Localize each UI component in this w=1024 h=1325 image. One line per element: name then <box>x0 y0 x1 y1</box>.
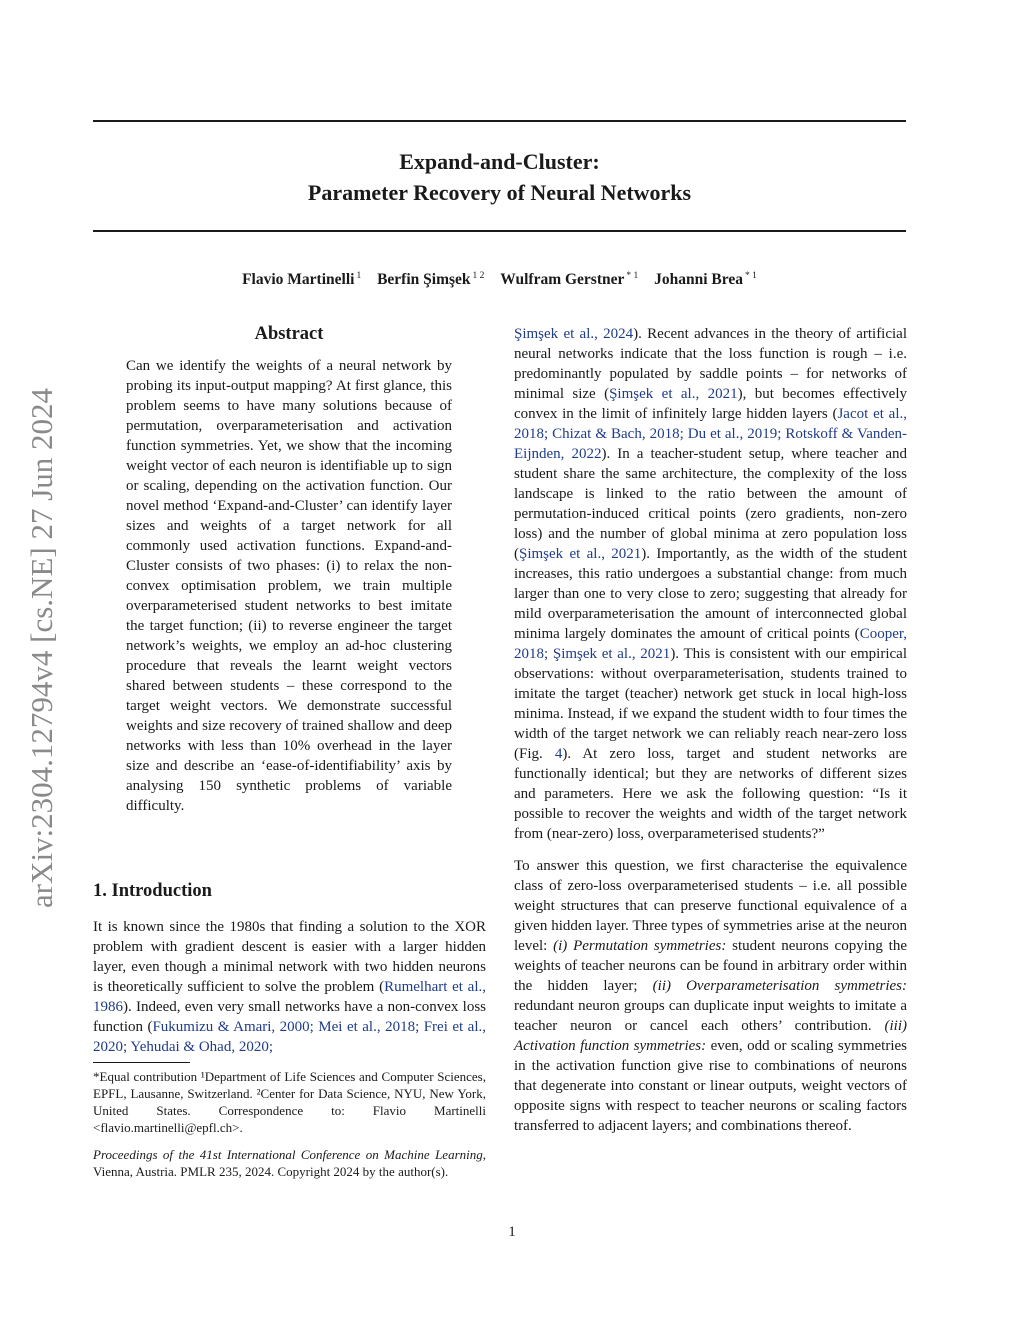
title-line-2: Parameter Recovery of Neural Networks <box>307 180 692 205</box>
author <box>500 271 638 288</box>
proceedings-note <box>93 1146 486 1180</box>
citation-link[interactable]: Şimşek et al., 2021 <box>609 386 738 402</box>
abstract-section <box>126 322 452 816</box>
author-name: Flavio Martinelli <box>242 271 355 289</box>
title-line-1: Expand-and-Cluster: <box>399 149 600 174</box>
author <box>377 271 484 288</box>
text-run: To answer this question, we first characterise the equivalence class of zero-loss overparameterised students – i.e. all possible weight structures that can preserve functional equivalence of a given hidden layer. Three types of symmetries arise at the neuron level: <box>514 858 907 954</box>
body-paragraph <box>514 324 907 844</box>
title-rule-top <box>93 120 906 122</box>
author-affiliation-marks: 1 2 <box>472 271 485 281</box>
right-column <box>514 324 907 1148</box>
footnote-section <box>93 1062 486 1180</box>
affiliation-footnote: *Equal contribution ¹Department of Life Sciences and Computer Sciences, EPFL, Lausanne, Switzerland. ²Center for Data Science, NYU, New York, United States. Correspondence to: Flavio Martinelli <flavio.martinelli@epfl.ch>. <box>93 1069 486 1135</box>
proceedings-venue: Proceedings of the 41st International Conference on Machine Learning <box>93 1147 483 1162</box>
author-affiliation-marks: * 1 <box>745 271 757 281</box>
citation-link[interactable]: 4 <box>554 746 563 762</box>
title-rule-bottom <box>93 230 906 232</box>
author-affiliation-marks: 1 <box>356 271 362 281</box>
citation-link[interactable]: Rumelhart et al., 1986 <box>93 979 487 1015</box>
author <box>242 271 361 288</box>
text-run: ). Importantly, as the width of the student increases, this ratio undergoes a substantial change: from much larger than one to very close to zero; suggesting that already for mild overparameterisation the amount of interconnected global minima largely dominates the amount of critical points ( <box>514 546 907 642</box>
citation-link[interactable]: Şimşek et al., 2021 <box>519 546 642 562</box>
author-list <box>93 266 906 290</box>
text-run: ). Recent advances in the theory of artificial neural networks indicate that the loss function is rough – i.e. predominantly populated by saddle points – for networks of minimal size ( <box>514 326 908 402</box>
author <box>654 271 757 288</box>
italic-term: (i) Permutation symmetries: <box>553 938 727 954</box>
citation-link[interactable]: Fukumizu & Amari, 2000; Mei et al., 2018; Frei et al., 2020; Yehudai & Ohad, 2020; <box>93 1019 486 1055</box>
introduction-paragraph <box>93 917 486 1057</box>
paper-title <box>93 146 906 208</box>
text-run: redundant neuron groups can duplicate input weights to imitate a teacher neuron or cancel each others’ contribution. <box>514 998 907 1034</box>
author-name: Wulfram Gerstner <box>500 271 625 289</box>
text-run: ). Indeed, even very small networks have a non-convex loss function ( <box>93 999 486 1035</box>
footnote-rule <box>93 1062 190 1063</box>
author-name: Berfin Şimşek <box>377 271 471 289</box>
page-number: 1 <box>508 1224 516 1240</box>
text-run: ). At zero loss, target and student networks are functionally identical; but they are networks of different sizes and parameters. Here we ask the following question: “Is it possible to recover the weights and width of the target network from (near-zero) loss, overparameterised students?” <box>514 746 907 842</box>
text-run: even, odd or scaling symmetries in the activation function give rise to combinations of neurons that degenerate into constant or linear outputs, weight vectors of opposite signs with respect to teacher neurons or scaling factors transferred to adjacent layers; and combinations thereof. <box>514 1038 907 1134</box>
author-affiliation-marks: * 1 <box>626 271 639 281</box>
citation-link[interactable]: Cooper, 2018; Şimşek et al., 2021 <box>514 626 907 662</box>
proceedings-details: , Vienna, Austria. PMLR 235, 2024. Copyright 2024 by the author(s). <box>93 1147 486 1179</box>
text-run: student neurons copying the weights of teacher neurons can be found in arbitrary order within the hidden layer; <box>514 938 907 994</box>
introduction-heading: 1. Introduction <box>93 881 212 901</box>
text-run: ). In a teacher-student setup, where teacher and student share the same architecture, the complexity of the loss landscape is linked to the ratio between the amount of permutation-induced critical points (zero gradients, non-zero loss) and the number of global minima at zero population loss ( <box>514 446 907 562</box>
text-run: It is known since the 1980s that finding a solution to the XOR problem with gradient descent is easier with a larger hidden layer, even though a minimal network with two hidden neurons is theoretically sufficient to solve the problem ( <box>93 919 486 995</box>
body-paragraph <box>514 856 907 1136</box>
citation-link[interactable]: Jacot et al., 2018; Chizat & Bach, 2018; Du et al., 2019; Rotskoff & Vanden-Eijnden, 2022 <box>514 406 907 462</box>
italic-term: (iii) Activation function symmetries: <box>514 1018 907 1054</box>
abstract-text: Can we identify the weights of a neural network by probing its input-output mapping? At first glance, this problem seems to have many solutions because of permutation, overparameterisation and activation function symmetries. Yet, we show that the incoming weight vector of each neuron is identifiable up to sign or scaling, depending on the activation function. Our novel method ‘Expand-and-Cluster’ can identify layer sizes and weights of a target network for all commonly used activation functions. Expand-and-Cluster consists of two phases: (i) to relax the non-convex optimisation problem, we train multiple overparameterised student networks to best imitate the target function; (ii) to reverse engineer the target network’s weights, we employ an ad-hoc clustering procedure that reveals the learnt weight vectors shared between students – these correspond to the target weight vectors. We demonstrate successful weights and size recovery of trained shallow and deep networks with less than 10% overhead in the layer size and describe an ‘ease-of-identifiability’ axis by analysing 150 synthetic problems of variable difficulty. <box>126 358 452 814</box>
author-name: Johanni Brea <box>654 271 744 289</box>
arxiv-stamp: arXiv:2304.12794v4 [cs.NE] 27 Jun 2024 <box>24 387 59 909</box>
abstract-heading: Abstract <box>254 324 324 344</box>
text-run: ), but becomes effectively convex in the limit of infinitely large hidden layers ( <box>514 386 908 422</box>
text-run: ). This is consistent with our empirical observations: without overparameterisation, students trained to imitate the target (teacher) network get stuck in local high-loss minima. Instead, if we expand the student width to four times the width of the target network we can reliably reach near-zero loss (Fig. <box>514 646 907 762</box>
introduction-section <box>93 879 486 1057</box>
citation-link[interactable]: Şimşek et al., 2024 <box>514 326 634 342</box>
italic-term: (ii) Overparameterisation symmetries: <box>652 978 908 994</box>
